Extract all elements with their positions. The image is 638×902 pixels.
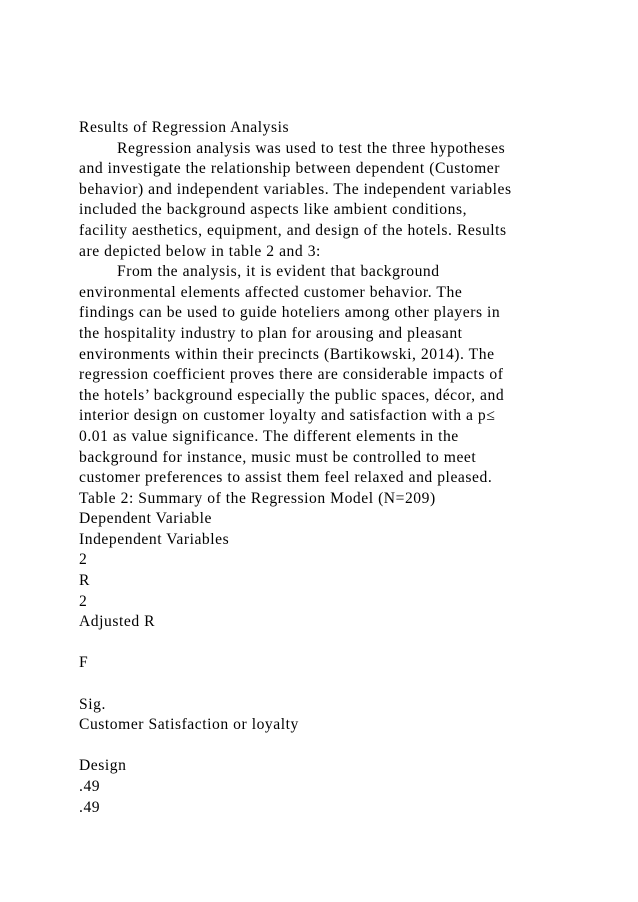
paragraph-2-line-4: the hospitality industry to plan for arousing and pleasant (79, 324, 463, 342)
document-body (79, 118, 599, 818)
paragraph-2-line-10: background for instance, music must be controlled to meet (79, 448, 477, 466)
paragraph-2-line-1: From the analysis, it is evident that background (117, 263, 440, 281)
blank-line (79, 674, 599, 695)
table-header-adj-r2-superscript: 2 (79, 592, 88, 610)
paragraph-2-line-5: environments within their precincts (Bartikowski, 2014). The (79, 345, 495, 363)
paragraph-1-line-5: facility aesthetics, equipment, and design of the hotels. Results (79, 221, 507, 239)
table-header-dependent: Dependent Variable (79, 510, 213, 528)
table-row-r2: .49 (79, 778, 101, 795)
blank-line (79, 633, 599, 654)
paragraph-2-line-6: regression coefficient proves there are considerable impacts of (79, 366, 504, 384)
paragraph-1-line-2: and investigate the relationship between dependent (Customer (79, 160, 500, 178)
paragraph-2-line-9: 0.01 as value significance. The different elements in the (79, 427, 459, 445)
table-header-r2-superscript: 2 (79, 551, 88, 569)
table-row-independent: Design (79, 757, 127, 775)
table-row-adj-r2: .49 (79, 798, 101, 816)
table-caption: Table 2: Summary of the Regression Model (N=209) (79, 489, 436, 507)
paragraph-2-line-7: the hotels’ background especially the public spaces, décor, and (79, 386, 505, 404)
table-header-sig: Sig. (79, 695, 106, 713)
paragraph-2-line-3: findings can be used to guide hoteliers among other players in (79, 304, 501, 322)
paragraph-1-line-4: included the background aspects like ambient conditions, (79, 201, 468, 219)
section-heading: Results of Regression Analysis (79, 119, 290, 136)
paragraph-1-line-3: behavior) and independent variables. The independent variables (79, 180, 512, 198)
table-header-r2: R (79, 572, 90, 590)
table-header-adj-r2: Adjusted R (79, 613, 156, 631)
table-row-dependent: Customer Satisfaction or loyalty (79, 716, 299, 734)
table-header-independent: Independent Variables (79, 530, 230, 548)
paragraph-2-line-2: environmental elements affected customer behavior. The (79, 283, 463, 301)
paragraph-2-line-8: interior design on customer loyalty and satisfaction with a p≤ (79, 407, 496, 425)
blank-line (79, 736, 599, 757)
paragraph-1-line-1: Regression analysis was used to test the three hypotheses (117, 139, 506, 157)
table-header-f: F (79, 654, 89, 672)
paragraph-2-line-11: customer preferences to assist them feel relaxed and pleased. (79, 469, 493, 487)
paragraph-1-line-6: are depicted below in table 2 and 3: (79, 242, 321, 260)
